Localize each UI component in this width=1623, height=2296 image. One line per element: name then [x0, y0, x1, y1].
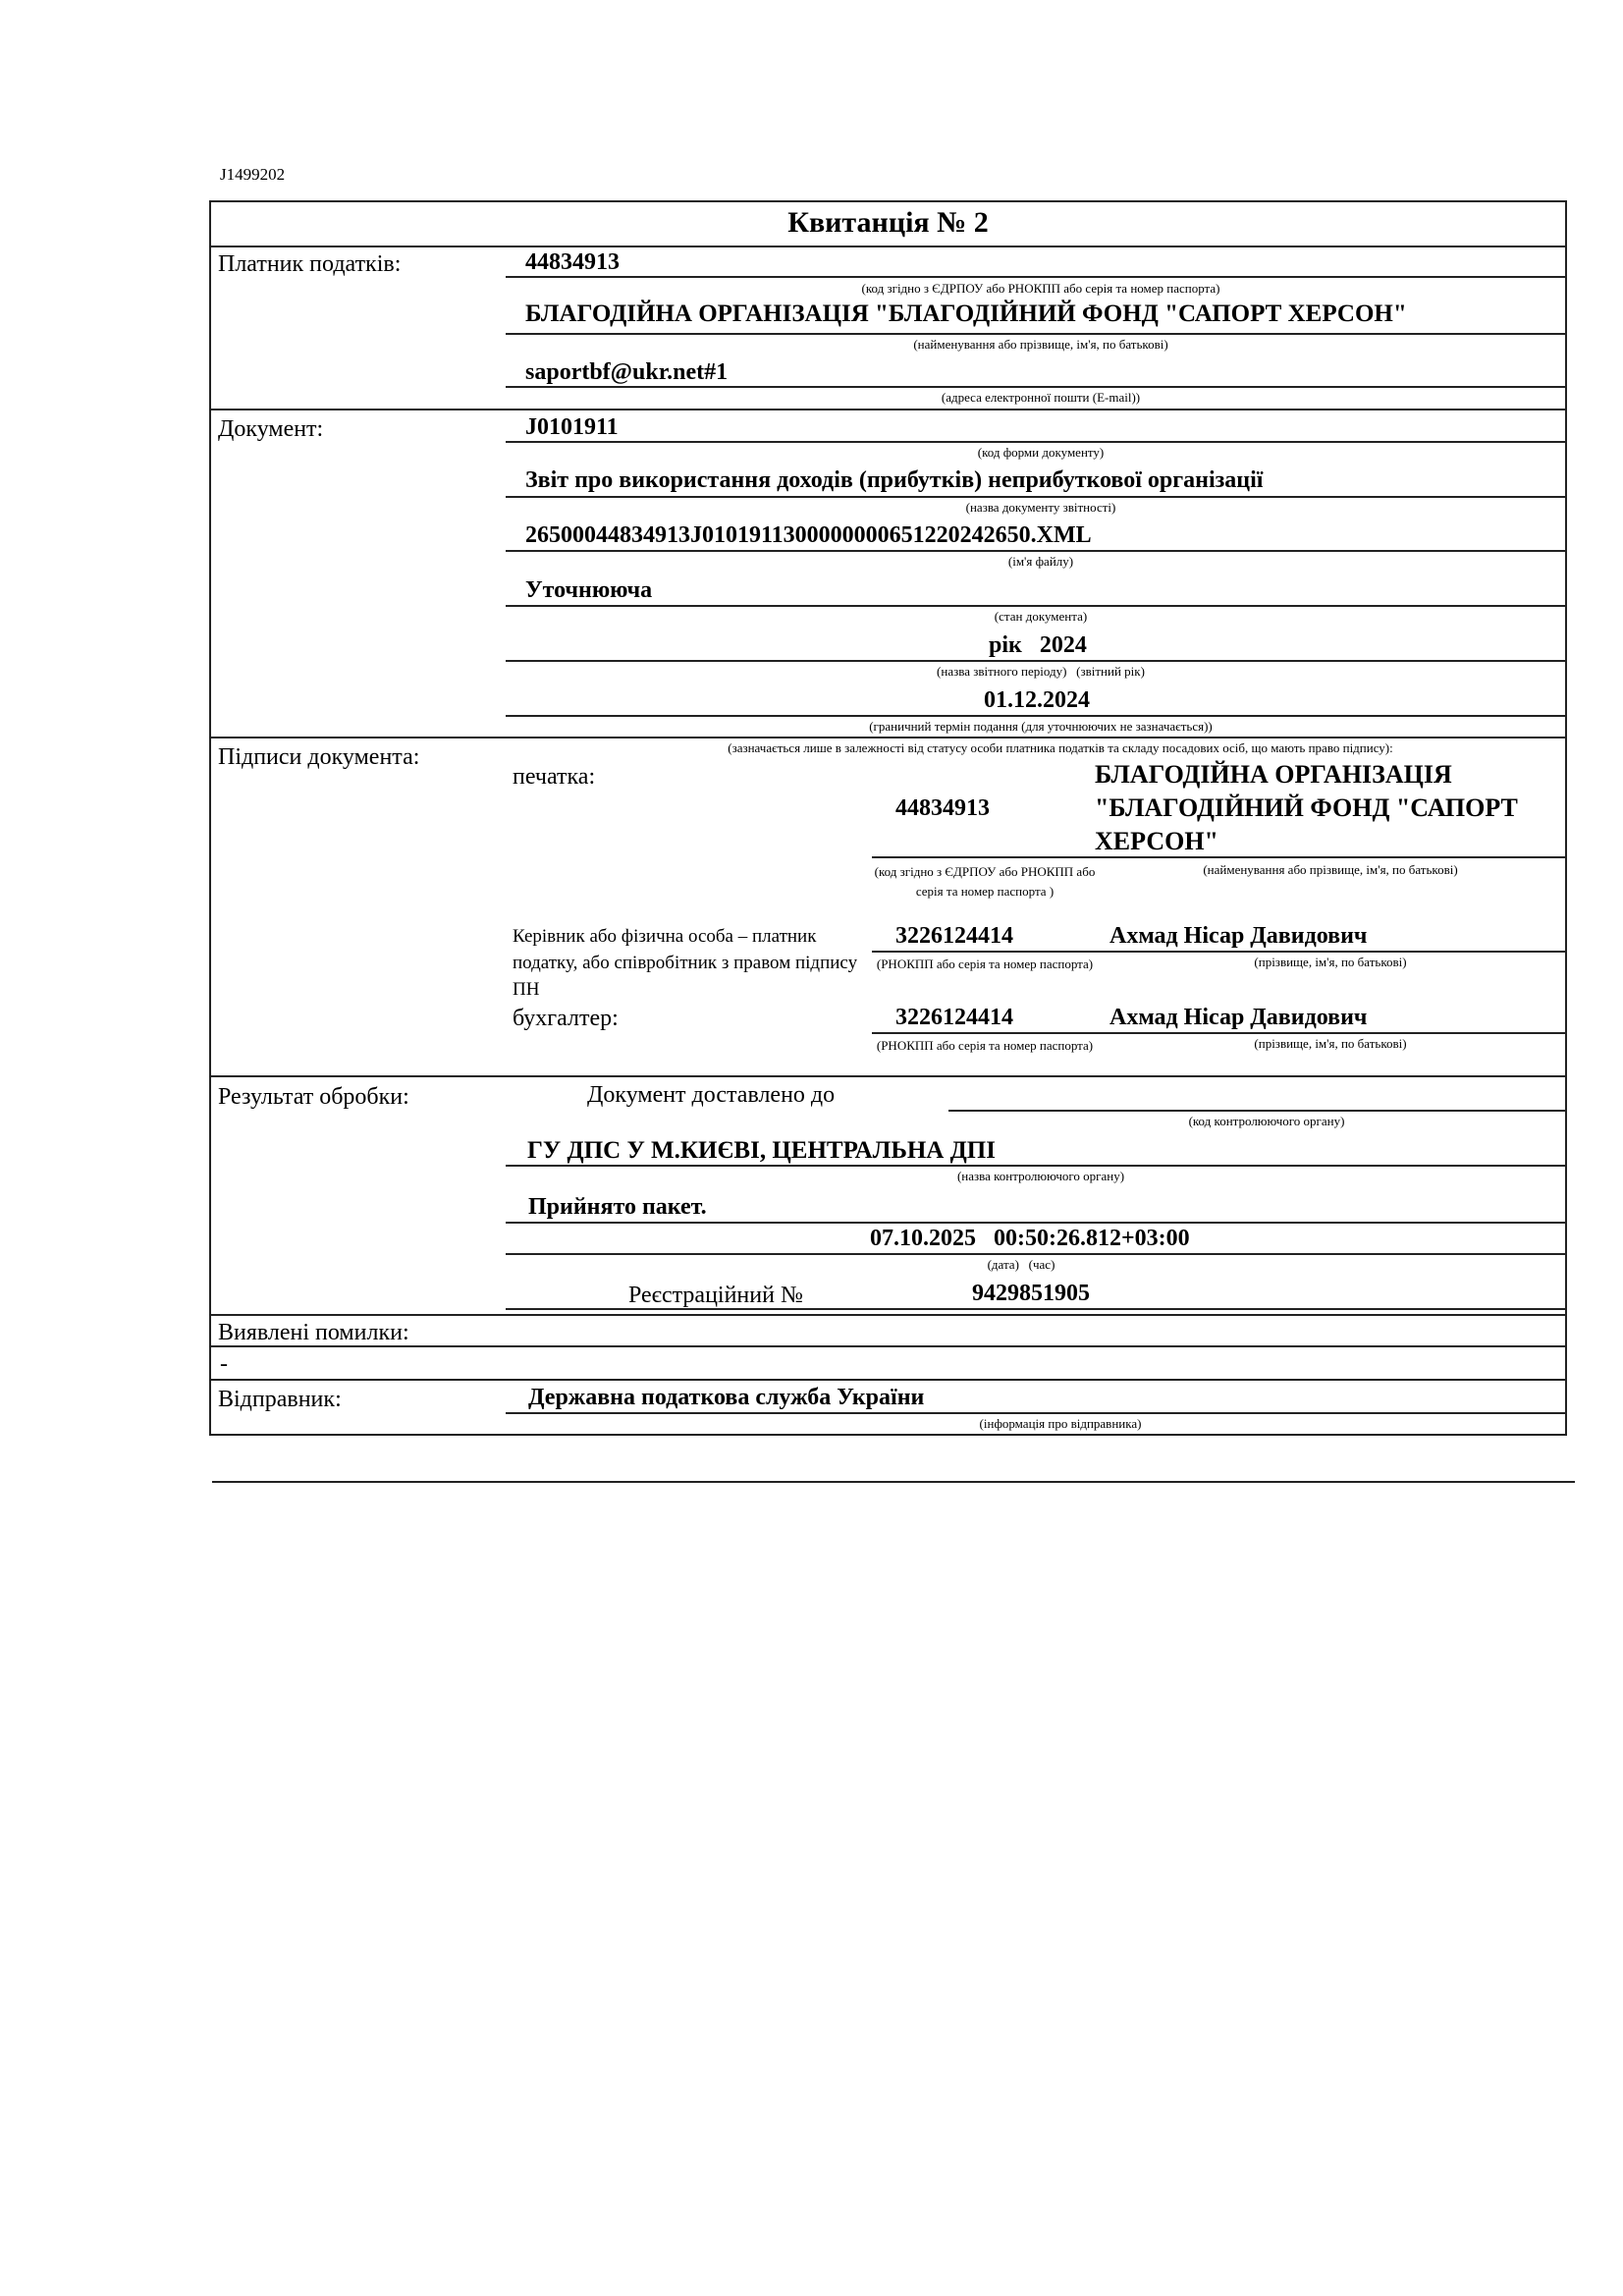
underline [506, 496, 1567, 498]
registration-number: 9429851905 [972, 1281, 1090, 1306]
underline [872, 1032, 1567, 1034]
underline [506, 605, 1567, 607]
divider [209, 1345, 1567, 1347]
result-datetime-caption: (дата) (час) [987, 1257, 1055, 1272]
document-period: рік 2024 [989, 632, 1087, 658]
authority-name-caption: (назва контролюючого органу) [956, 1169, 1125, 1183]
document-form-code-caption: (код форми документу) [977, 445, 1105, 460]
underline [506, 1222, 1567, 1224]
head-code: 3226124414 [895, 923, 1013, 949]
seal-name-caption: (найменування або прізвище, ім'я, по батькові) [1203, 862, 1458, 877]
seal-name: БЛАГОДІЙНА ОРГАНІЗАЦІЯ "БЛАГОДІЙНИЙ ФОНД "САПОРТ ХЕРСОН" [1095, 760, 1518, 855]
document-deadline-caption: (граничний термін подання (для уточнюючих не зазначається)) [869, 719, 1213, 734]
page-separator [212, 1481, 1575, 1483]
payer-name-caption: (найменування або прізвище, ім'я, по батькові) [913, 337, 1168, 352]
sender-value: Державна податкова служба України [528, 1385, 925, 1410]
form-code: J1499202 [220, 165, 286, 184]
underline [506, 333, 1567, 335]
underline [506, 1412, 1567, 1414]
document-file: 26500044834913J0101911300000000651220242650.XML [525, 522, 1092, 548]
document-form-code: J0101911 [525, 414, 619, 440]
head-name-caption: (прізвище, ім'я, по батькові) [1254, 955, 1407, 969]
head-label: Керівник або фізична особа – платник податку, або співробітник з правом підпису ПН [513, 926, 858, 1000]
underline [506, 441, 1567, 443]
payer-code: 44834913 [525, 249, 620, 275]
document-name: Звіт про використання доходів (прибутків) неприбуткової організації [525, 467, 1264, 493]
accountant-label: бухгалтер: [513, 1006, 619, 1031]
seal-code: 44834913 [895, 795, 990, 821]
table-left-border [209, 200, 211, 1436]
payer-email-caption: (адреса електронної пошти (E-mail)) [941, 390, 1141, 405]
underline [872, 856, 1567, 858]
document-deadline: 01.12.2024 [984, 687, 1090, 713]
result-label: Результат обробки: [218, 1084, 409, 1110]
document-state: Уточнююча [525, 577, 653, 603]
underline [506, 1308, 1567, 1310]
document-period-caption: (назва звітного періоду) (звітний рік) [937, 664, 1145, 679]
document-name-caption: (назва документу звітності) [965, 500, 1116, 515]
divider [209, 1379, 1567, 1381]
payer-email: saportbf@ukr.net#1 [525, 359, 729, 385]
payer-label: Платник податків: [218, 251, 402, 277]
document-file-caption: (ім'я файлу) [1007, 554, 1074, 569]
section-divider [209, 737, 1567, 738]
payer-code-caption: (код згідно з ЄДРПОУ або РНОКПП або серія та номер паспорта) [861, 281, 1220, 296]
payer-name: БЛАГОДІЙНА ОРГАНІЗАЦІЯ "БЛАГОДІЙНИЙ ФОНД "САПОРТ ХЕРСОН" [525, 301, 1407, 327]
underline [506, 550, 1567, 552]
underline [506, 1165, 1567, 1167]
errors-label: Виявлені помилки: [218, 1320, 409, 1345]
seal-label: печатка: [513, 764, 596, 790]
underline [506, 660, 1567, 662]
section-divider [209, 409, 1567, 410]
underline [506, 1253, 1567, 1255]
accountant-code-caption: (РНОКПП або серія та номер паспорта) [876, 1038, 1094, 1053]
delivered-text: Документ доставлено до [587, 1082, 836, 1108]
head-name: Ахмад Нісар Давидович [1109, 923, 1368, 949]
document-state-caption: (стан документа) [994, 609, 1088, 624]
section-divider [209, 1314, 1567, 1316]
errors-value: - [220, 1351, 228, 1377]
signatures-label: Підписи документа: [218, 744, 420, 770]
signatures-note: (зазначається лише в залежності від статусу особи платника податків та складу посадових осіб, що мають право підпису): [728, 740, 1393, 755]
accountant-name: Ахмад Нісар Давидович [1109, 1005, 1368, 1030]
authority-code-caption: (код контролюючого органу) [1188, 1114, 1345, 1128]
underline [948, 1110, 1567, 1112]
accountant-name-caption: (прізвище, ім'я, по батькові) [1254, 1036, 1407, 1051]
underline [506, 386, 1567, 388]
sender-label: Відправник: [218, 1387, 342, 1412]
table-bottom-border [209, 1434, 1567, 1436]
authority-name: ГУ ДПС У М.КИЄВІ, ЦЕНТРАЛЬНА ДПІ [527, 1137, 996, 1164]
underline [506, 715, 1567, 717]
head-code-caption: (РНОКПП або серія та номер паспорта) [876, 957, 1094, 971]
result-datetime: 07.10.2025 00:50:26.812+03:00 [870, 1226, 1190, 1251]
document-label: Документ: [218, 416, 324, 442]
receipt-title: Квитанція № 2 [787, 206, 989, 239]
table-top-border [209, 200, 1567, 202]
underline [506, 276, 1567, 278]
sender-caption: (інформація про відправника) [979, 1416, 1142, 1431]
seal-code-caption: (код згідно з ЄДРПОУ або РНОКПП або серія та номер паспорта ) [874, 864, 1096, 899]
accountant-code: 3226124414 [895, 1005, 1013, 1030]
underline [872, 951, 1567, 953]
divider [209, 246, 1567, 247]
section-divider [209, 1075, 1567, 1077]
result-status: Прийнято пакет. [528, 1194, 707, 1220]
registration-label: Реєстраційний № [628, 1283, 803, 1308]
